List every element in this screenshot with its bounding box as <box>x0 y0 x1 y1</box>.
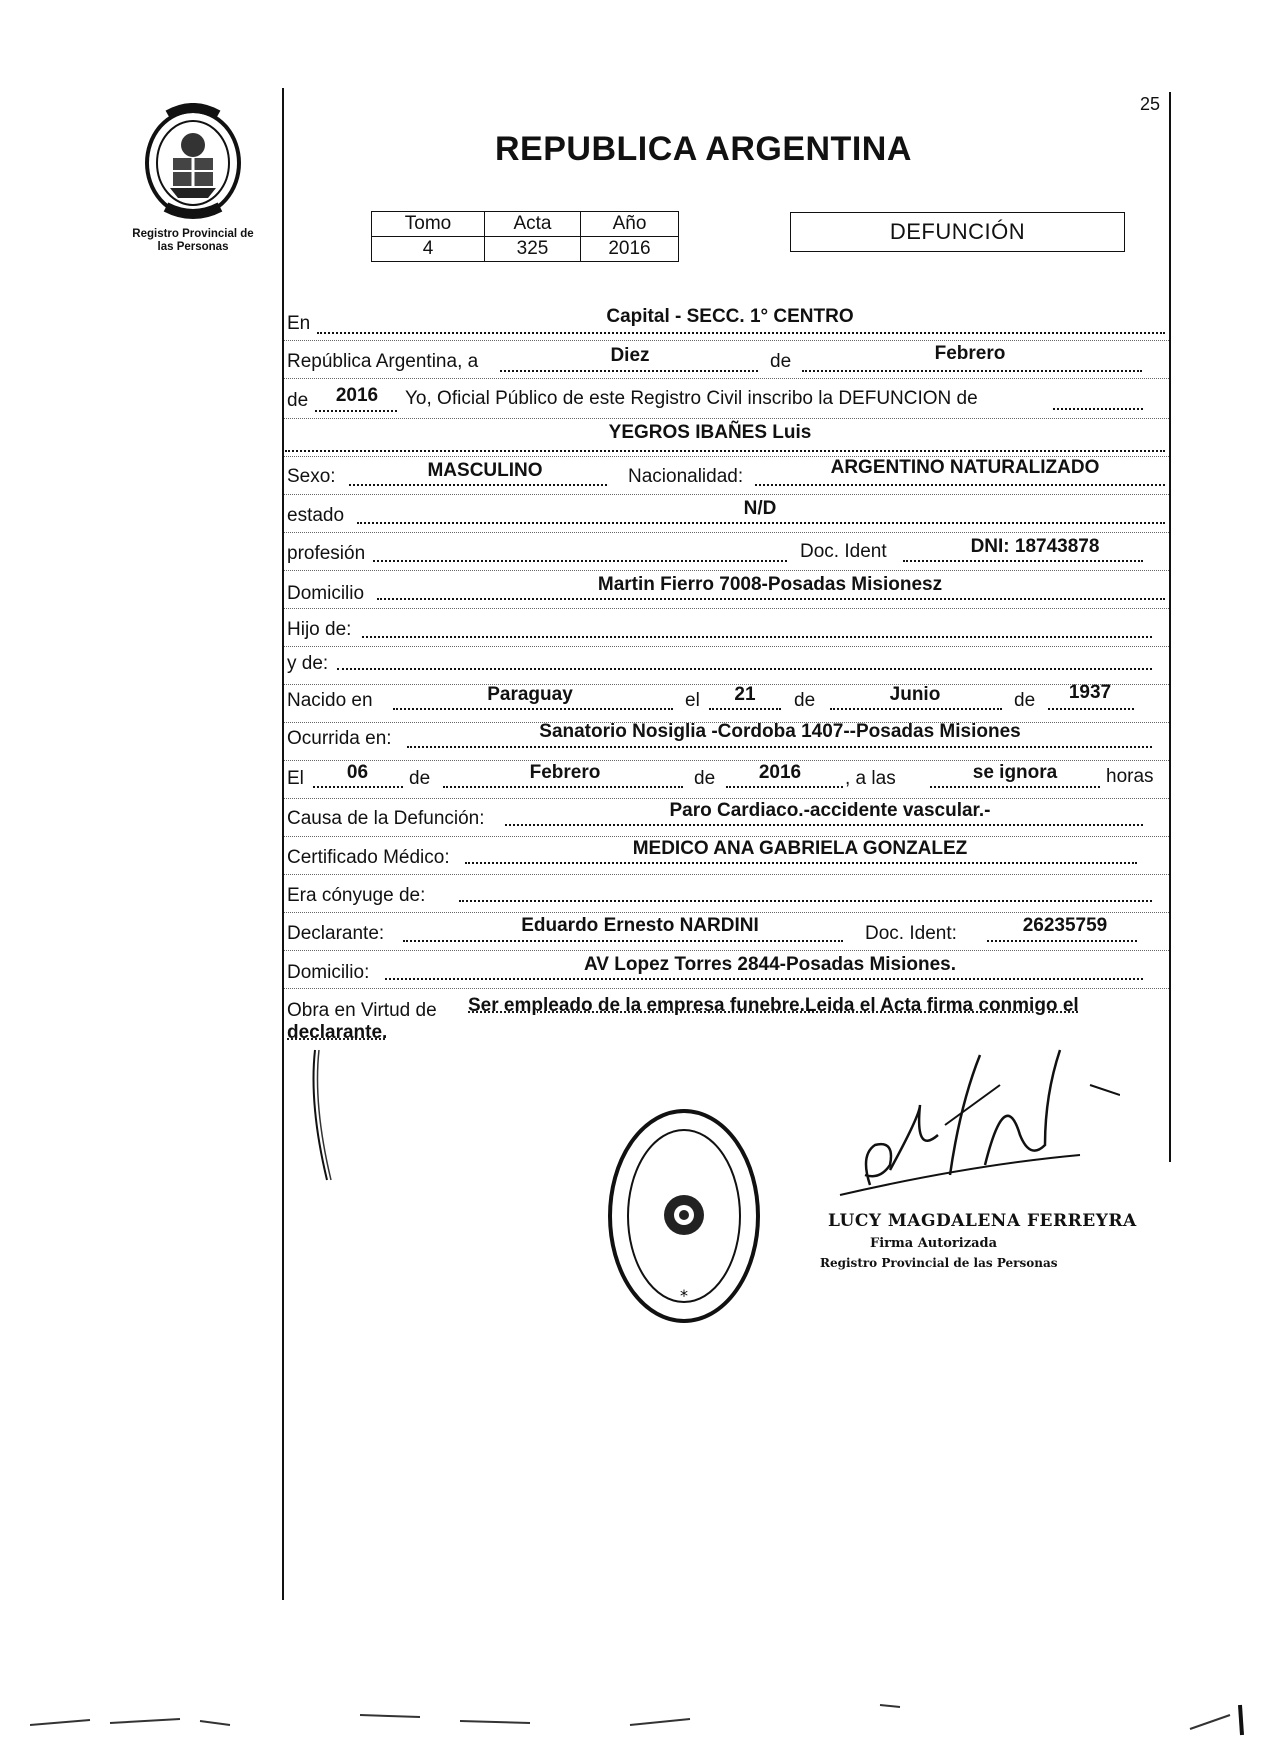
certificado-label: Certificado Médico: <box>287 847 450 868</box>
right-margin-line <box>1169 92 1171 1162</box>
domicilio-label: Domicilio <box>287 583 365 604</box>
tomo-header: Tomo <box>372 212 485 237</box>
document-title: REPUBLICA ARGENTINA <box>495 130 912 168</box>
sexo-label: Sexo: <box>287 466 336 487</box>
death-year: 2016 <box>758 762 802 783</box>
certificado-line <box>465 862 1137 864</box>
ocurrida-label: Ocurrida en: <box>287 728 392 749</box>
row-separator <box>284 912 1169 913</box>
declarante-label: Declarante: <box>287 923 385 944</box>
sexo-value: MASCULINO <box>427 460 543 481</box>
death-month: Febrero <box>529 762 601 783</box>
row-separator <box>284 570 1169 571</box>
tomo-value: 4 <box>372 237 485 262</box>
en-value: Capital - SECC. 1° CENTRO <box>606 306 854 327</box>
organization-name: Registro Provincial de las Personas <box>132 228 254 253</box>
estado-label: estado <box>287 505 345 526</box>
row-separator <box>284 532 1169 533</box>
birth-month: Junio <box>889 684 941 705</box>
causa-line <box>505 824 1143 826</box>
de-label: de <box>287 390 309 411</box>
declarante-doc-label: Doc. Ident: <box>865 923 957 944</box>
birth-day: 21 <box>734 684 756 705</box>
en-line <box>317 332 1165 334</box>
declarante-doc-value: 26235759 <box>1022 915 1108 936</box>
estado-line <box>357 522 1165 524</box>
signatory-office: Registro Provincial de las Personas <box>820 1256 1058 1270</box>
deceased-name: YEGROS IBAÑES Luis <box>608 422 812 443</box>
row-separator <box>284 798 1169 799</box>
causa-label: Causa de la Defunción: <box>287 808 485 829</box>
conyuge-line <box>459 900 1152 902</box>
el-label: El <box>287 768 304 789</box>
official-stamp <box>605 1105 763 1327</box>
year-line <box>315 410 397 412</box>
row-separator <box>284 378 1169 379</box>
row-separator <box>284 418 1169 419</box>
domicilio-line <box>377 598 1165 600</box>
birth-year: 1937 <box>1068 682 1112 703</box>
inscribe-text: Yo, Oficial Público de este Registro Civil inscribo la DEFUNCION de <box>405 388 978 409</box>
estado-value: N/D <box>743 498 777 519</box>
horas-label: horas <box>1106 766 1154 787</box>
row-separator <box>284 494 1169 495</box>
declarante-line <box>403 940 843 942</box>
birth-month-line <box>830 708 1002 710</box>
registration-year: 2016 <box>335 385 379 406</box>
inscribe-line <box>1053 408 1143 410</box>
profesion-line <box>373 560 787 562</box>
month-line <box>802 370 1142 372</box>
declarante-doc-line <box>987 940 1137 942</box>
conyuge-label: Era cónyuge de: <box>287 885 426 906</box>
el-label: el <box>685 690 700 711</box>
signatory-role: Firma Autorizada <box>870 1236 998 1251</box>
row-separator <box>284 760 1169 761</box>
row-separator <box>284 608 1169 609</box>
de-label: de <box>1014 690 1036 711</box>
hijo-de-line <box>362 636 1152 638</box>
nacionalidad-label: Nacionalidad: <box>628 466 744 487</box>
nacionalidad-line <box>755 484 1165 486</box>
nacido-label: Nacido en <box>287 690 373 711</box>
ano-value: 2016 <box>581 237 679 262</box>
de-label: de <box>794 690 816 711</box>
death-hour: se ignora <box>972 762 1058 783</box>
domicilio-declarante-label: Domicilio: <box>287 962 370 983</box>
hour-line <box>930 786 1100 788</box>
registration-day: Diez <box>610 345 650 366</box>
birth-year-line <box>1048 708 1134 710</box>
hijo-de-label: Hijo de: <box>287 619 352 640</box>
row-separator <box>284 874 1169 875</box>
domicilio-declarante-line <box>385 978 1143 980</box>
death-day-line <box>313 786 403 788</box>
republica-label: República Argentina, a <box>287 351 479 372</box>
record-type-box: DEFUNCIÓN <box>790 212 1125 252</box>
row-separator <box>284 836 1169 837</box>
birth-day-line <box>709 708 781 710</box>
row-separator <box>284 950 1169 951</box>
doc-ident-value: DNI: 18743878 <box>970 536 1100 557</box>
province-logo <box>138 103 248 221</box>
death-day: 06 <box>346 762 369 783</box>
svg-text:*: * <box>680 1286 688 1305</box>
ano-header: Año <box>581 212 679 237</box>
profesion-label: profesión <box>287 543 366 564</box>
doc-ident-label: Doc. Ident <box>800 541 887 562</box>
de-label: de <box>694 768 716 789</box>
certificado-value: MEDICO ANA GABRIELA GONZALEZ <box>632 838 968 859</box>
acta-value: 325 <box>485 237 581 262</box>
page-number: 25 <box>1140 94 1161 114</box>
ocurrida-line <box>407 746 1152 748</box>
signatory-name: LUCY MAGDALENA FERREYRA <box>828 1211 1137 1231</box>
de-label: de <box>409 768 431 789</box>
day-line <box>500 370 758 372</box>
obra-value-line2: declarante. <box>287 1022 388 1043</box>
row-separator <box>284 340 1169 341</box>
domicilio-value: Martin Fierro 7008-Posadas Misionesz <box>597 574 943 595</box>
declarante-value: Eduardo Ernesto NARDINI <box>521 915 759 936</box>
de-label: de <box>770 351 792 372</box>
en-label: En <box>287 313 311 334</box>
registration-month: Febrero <box>934 343 1006 364</box>
obra-value-line1: Ser empleado de la empresa funebre.Leida el Acta firma conmigo el <box>468 995 1079 1016</box>
domicilio-declarante-value: AV Lopez Torres 2844-Posadas Misiones. <box>583 954 957 975</box>
ocurrida-value: Sanatorio Nosiglia -Cordoba 1407--Posadas Misiones <box>539 721 1021 742</box>
causa-value: Paro Cardiaco.-accidente vascular.- <box>669 800 991 821</box>
acta-header: Acta <box>485 212 581 237</box>
nacionalidad-value: ARGENTINO NATURALIZADO <box>830 457 1100 478</box>
death-month-line <box>443 786 683 788</box>
y-de-line <box>337 668 1152 670</box>
pen-stroke <box>305 1045 335 1185</box>
reference-table <box>371 211 679 262</box>
name-line <box>285 450 1165 452</box>
scan-artifacts <box>30 1695 1260 1745</box>
doc-ident-line <box>903 560 1143 562</box>
death-year-line <box>726 786 843 788</box>
sexo-line <box>349 484 607 486</box>
row-separator <box>284 646 1169 647</box>
row-separator <box>284 988 1169 989</box>
obra-label: Obra en Virtud de <box>287 1000 437 1021</box>
y-de-label: y de: <box>287 653 329 674</box>
left-margin-line <box>282 88 284 1600</box>
birth-place: Paraguay <box>487 684 573 705</box>
birth-place-line <box>393 708 673 710</box>
alas-label: , a las <box>845 768 896 789</box>
